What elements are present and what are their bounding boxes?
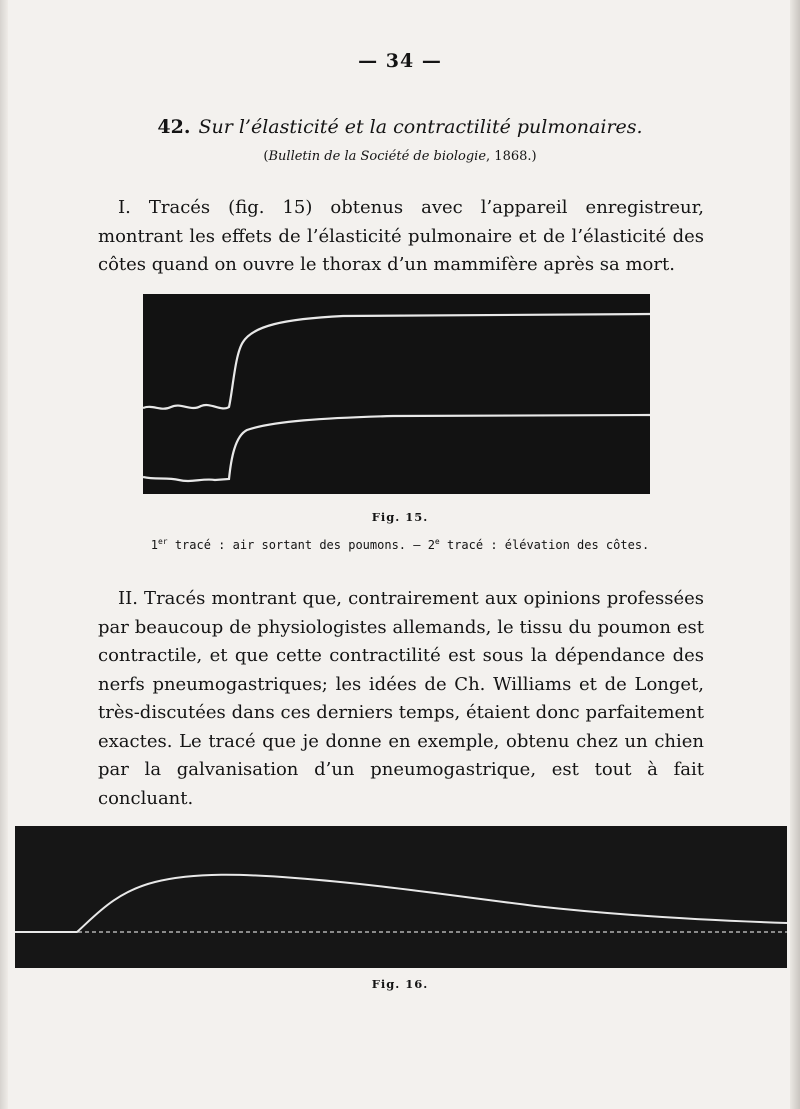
- paragraph-section-1: [98, 194, 704, 280]
- figure-16-caption: Fig. 16.: [371, 977, 429, 991]
- figure-15-legend: [0, 537, 800, 552]
- page-edge-left: [0, 0, 8, 1109]
- paragraph-section-1-text: I. Tracés (fig. 15) obtenus avec l’appareil enregistreur, montrant les effets de l’élasticité pulmonaire et de l’élasticité des côtes quand on ouvre le thorax d’un mammifère après sa mort.: [98, 197, 704, 275]
- heading-title: Sur l’élasticité et la contractilité pulmonaires.: [198, 116, 643, 138]
- citation: [0, 149, 800, 164]
- paragraph-section-2: [98, 585, 704, 813]
- figure-16-trace: [15, 826, 787, 968]
- legend-1-num: 1: [150, 538, 158, 552]
- legend-2-text: tracé : élévation des côtes.: [439, 538, 650, 552]
- page-edge-right: [790, 0, 800, 1109]
- figure-15-background: [143, 294, 650, 494]
- legend-1-text: tracé : air sortant des poumons. — 2: [167, 538, 435, 552]
- figure-15-caption: Fig. 15.: [371, 510, 429, 524]
- figure-15-trace: [143, 294, 650, 494]
- paragraph-section-2-text: II. Tracés montrant que, contrairement aux opinions professées par beaucoup de physiologistes allemands, le tissu du poumon est contractile, et que cette contractilité est sous la dépendance des nerfs pneumogastriques; les idées de Ch. Williams et de Longet, très-discutées dans ces derniers temps, étaient donc parfaitement exactes. Le tracé que je donne en exemple, obtenu chez un chien par la galvanisation d’un pneumogastrique, est tout à fait concluant.: [98, 588, 704, 809]
- figure-16-background: [15, 826, 787, 968]
- heading-number: 42.: [157, 116, 191, 138]
- citation-journal: Bulletin de la Société de biologie: [268, 149, 487, 164]
- citation-open: (: [263, 149, 269, 164]
- page-number: — 34 —: [358, 50, 442, 72]
- legend-1-sup: er: [157, 537, 168, 546]
- section-heading: [0, 116, 800, 138]
- citation-year: , 1868.): [486, 149, 537, 164]
- legend-2-sup: e: [434, 537, 440, 546]
